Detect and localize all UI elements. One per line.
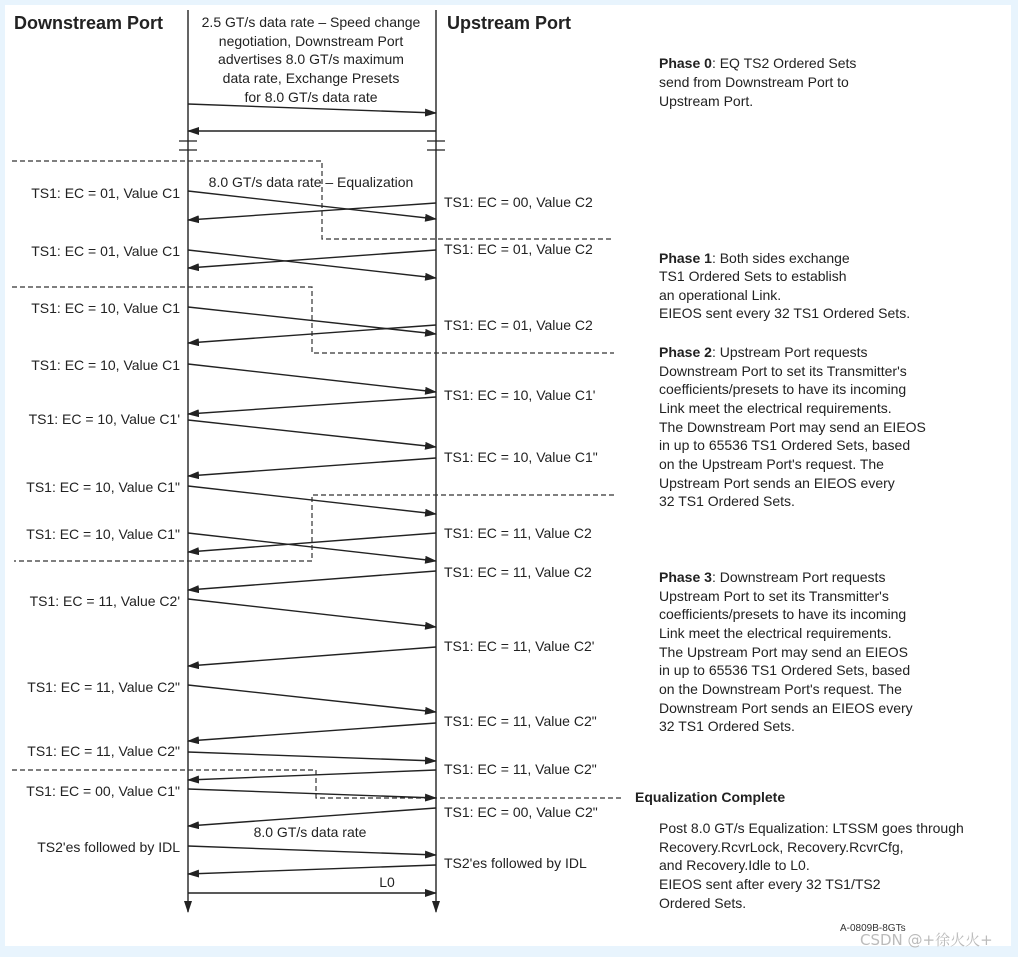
left-label: TS1: EC = 11, Value C2' xyxy=(29,593,180,609)
svg-text:send from Downstream Port to: send from Downstream Port to xyxy=(659,74,849,90)
left-label: TS1: EC = 11, Value C2" xyxy=(27,679,180,695)
watermark: CSDN @+徐火火+ xyxy=(860,931,993,949)
left-label: TS1: EC = 10, Value C1 xyxy=(31,357,180,373)
svg-text:EIEOS sent after every 32 TS1/: EIEOS sent after every 32 TS1/TS2 xyxy=(659,876,881,892)
svg-text:negotiation, Downstream Port: negotiation, Downstream Port xyxy=(218,33,404,49)
svg-text:in up to 65536 TS1 Ordered Set: in up to 65536 TS1 Ordered Sets, based xyxy=(659,662,911,678)
svg-text:2.5 GT/s data rate – Speed cha: 2.5 GT/s data rate – Speed change xyxy=(201,14,421,30)
svg-text:an operational Link.: an operational Link. xyxy=(659,287,782,303)
svg-text:Upstream Port sends an EIEOS e: Upstream Port sends an EIEOS every xyxy=(659,475,895,491)
left-label: TS1: EC = 10, Value C1" xyxy=(26,526,180,542)
svg-text:coefficients/presets to have i: coefficients/presets to have its incoming xyxy=(659,606,907,622)
left-label: TS1: EC = 01, Value C1 xyxy=(31,243,180,259)
right-label: TS1: EC = 11, Value C2' xyxy=(444,638,595,654)
svg-text:Upstream Port.: Upstream Port. xyxy=(659,93,754,109)
svg-text:in up to 65536 TS1 Ordered Set: in up to 65536 TS1 Ordered Sets, based xyxy=(659,437,911,453)
left-label: TS2'es followed by IDL xyxy=(37,839,180,855)
svg-text:advertises 8.0 GT/s maximum: advertises 8.0 GT/s maximum xyxy=(218,51,404,67)
phase-2-description xyxy=(659,344,926,509)
svg-text:EIEOS sent every 32 TS1 Ordere: EIEOS sent every 32 TS1 Ordered Sets. xyxy=(659,305,911,321)
svg-text:TS1 Ordered Sets to establish: TS1 Ordered Sets to establish xyxy=(659,268,847,284)
svg-text:data rate, Exchange Presets: data rate, Exchange Presets xyxy=(222,70,400,86)
l0-label: L0 xyxy=(379,874,395,890)
right-label: TS1: EC = 10, Value C1" xyxy=(444,449,598,465)
svg-text:The Upstream Port may send an: The Upstream Port may send an EIEOS xyxy=(659,644,908,660)
left-label: TS1: EC = 01, Value C1 xyxy=(31,185,180,201)
svg-text:Post 8.0 GT/s Equalization: LT: Post 8.0 GT/s Equalization: LTSSM goes through xyxy=(659,820,964,836)
left-label: TS1: EC = 00, Value C1" xyxy=(26,783,180,799)
svg-text:Phase 0: EQ TS2 Ordered Sets: Phase 0: EQ TS2 Ordered Sets xyxy=(659,55,857,71)
svg-text:Upstream Port to set its Trans: Upstream Port to set its Transmitter's xyxy=(659,588,889,604)
data-rate-label: 8.0 GT/s data rate xyxy=(253,824,367,840)
left-label: TS1: EC = 11, Value C2" xyxy=(27,743,180,759)
svg-text:coefficients/presets to have i: coefficients/presets to have its incoming xyxy=(659,381,907,397)
left-label: TS1: EC = 10, Value C1 xyxy=(31,300,180,316)
right-label: TS1: EC = 00, Value C2" xyxy=(444,804,598,820)
figure-id: A-0809B-8GTs xyxy=(840,923,906,934)
svg-text:Phase 2: Upstream Port request: Phase 2: Upstream Port requests xyxy=(659,344,868,360)
right-label: TS1: EC = 00, Value C2 xyxy=(444,194,593,210)
svg-text:for 8.0 GT/s data rate: for 8.0 GT/s data rate xyxy=(244,89,378,105)
svg-text:Downstream Port to set its Tra: Downstream Port to set its Transmitter's xyxy=(659,363,907,379)
svg-text:32 TS1 Ordered Sets.: 32 TS1 Ordered Sets. xyxy=(659,718,795,734)
right-label: TS1: EC = 11, Value C2" xyxy=(444,713,597,729)
right-label: TS2'es followed by IDL xyxy=(444,855,587,871)
svg-text:Phase 3: Downstream Port reque: Phase 3: Downstream Port requests xyxy=(659,569,886,585)
right-label: TS1: EC = 11, Value C2" xyxy=(444,761,597,777)
svg-text:Link meet the electrical requi: Link meet the electrical requirements. xyxy=(659,625,892,641)
right-label: TS1: EC = 01, Value C2 xyxy=(444,317,593,333)
downstream-port-title: Downstream Port xyxy=(14,13,164,33)
upstream-port-title: Upstream Port xyxy=(447,13,572,33)
svg-text:and Recovery.Idle to L0.: and Recovery.Idle to L0. xyxy=(659,857,810,873)
right-label: TS1: EC = 11, Value C2 xyxy=(444,564,592,580)
left-label: TS1: EC = 10, Value C1' xyxy=(28,411,180,427)
svg-text:32 TS1 Ordered Sets.: 32 TS1 Ordered Sets. xyxy=(659,493,795,509)
right-label: TS1: EC = 11, Value C2 xyxy=(444,525,592,541)
svg-text:Recovery.RcvrLock, Recovery.Rc: Recovery.RcvrLock, Recovery.RcvrCfg, xyxy=(659,839,904,855)
right-label: TS1: EC = 10, Value C1' xyxy=(444,387,596,403)
svg-text:on the Upstream Port's request: on the Upstream Port's request. The xyxy=(659,456,884,472)
svg-text:Ordered Sets.: Ordered Sets. xyxy=(659,895,747,911)
svg-text:Link meet the electrical requi: Link meet the electrical requirements. xyxy=(659,400,892,416)
phase-3-description xyxy=(659,569,913,734)
svg-text:Phase 1: Both sides exchange: Phase 1: Both sides exchange xyxy=(659,250,850,266)
svg-text:Downstream Port sends an EIEOS: Downstream Port sends an EIEOS every xyxy=(659,700,913,716)
left-label: TS1: EC = 10, Value C1" xyxy=(26,479,180,495)
svg-text:on the Downstream Port's reque: on the Downstream Port's request. The xyxy=(659,681,902,697)
right-label: TS1: EC = 01, Value C2 xyxy=(444,241,593,257)
equalization-complete-label: Equalization Complete xyxy=(635,789,786,805)
svg-text:The Downstream Port may send a: The Downstream Port may send an EIEOS xyxy=(659,419,926,435)
equalization-rate-label: 8.0 GT/s data rate – Equalization xyxy=(208,174,414,190)
